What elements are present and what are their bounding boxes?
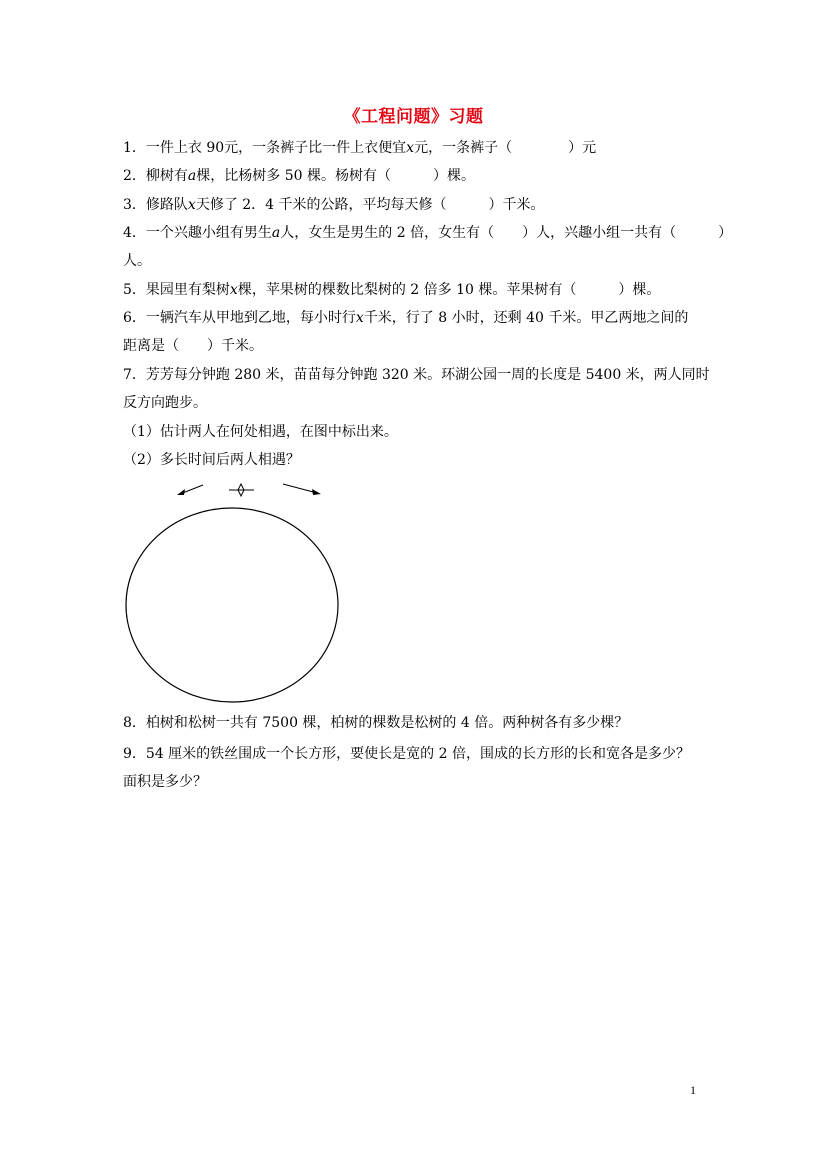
question-4-text-end: 人，女生是男生的 2 倍，女生有（ ）人，兴趣小组一共有（ ）	[280, 225, 733, 241]
question-6-text-start: 6．一辆汽车从甲地到乙地，每小时行	[123, 310, 356, 326]
question-9: 9．54 厘米的铁丝围成一个长方形，要使长是宽的 2 倍，围成的长方形的长和宽各是多少？	[123, 746, 690, 762]
question-7: 7．芳芳每分钟跑 280 米，苗苗每分钟跑 320 米。环湖公园一周的长度是 5400 米，两人同时	[123, 367, 710, 383]
question-5	[123, 281, 660, 299]
question-1	[123, 139, 596, 157]
left-arrow-icon	[177, 485, 203, 495]
question-4-continued: 人。	[123, 253, 151, 269]
question-2-text-end: 棵，比杨树多 50 棵。杨树有（ ）棵。	[196, 168, 475, 184]
page-number: 1	[690, 1083, 696, 1097]
right-arrow-icon	[283, 484, 321, 495]
question-1-text-start: 1．一件上衣 90元，一条裤子比一件上衣便宜	[123, 140, 407, 156]
question-8: 8．柏树和松树一共有 7500 棵，柏树的棵数是松树的 4 倍。两种树各有多少棵？	[123, 715, 629, 731]
variable-a: a	[271, 225, 281, 241]
lake-circuit-figure	[120, 478, 350, 708]
question-4	[123, 224, 732, 242]
lake-track-ellipse	[126, 508, 338, 702]
variable-a: a	[187, 168, 197, 184]
variable-x: x	[187, 197, 196, 213]
question-3-text-start: 3．修路队	[123, 197, 188, 213]
question-7-part-2: （2）多长时间后两人相遇？	[123, 452, 300, 468]
question-3	[123, 196, 545, 214]
variable-x: x	[229, 282, 238, 298]
question-6-continued: 距离是（ ）千米。	[123, 338, 263, 354]
question-3-text-end: 天修了 2．4 千米的公路，平均每天修（ ）千米。	[195, 197, 545, 213]
question-2	[123, 167, 475, 185]
question-2-text-start: 2．柳树有	[123, 168, 188, 184]
worksheet-title: 《工程问题》习题	[343, 107, 484, 127]
question-9-continued: 面积是多少？	[123, 774, 207, 790]
start-point-marker	[229, 484, 254, 496]
question-6	[123, 309, 688, 327]
question-5-text-start: 5．果园里有梨树	[123, 282, 230, 298]
variable-x: x	[406, 140, 415, 156]
question-7-continued: 反方向跑步。	[123, 395, 207, 411]
question-1-text-end: 元，一条裤子（ ）元	[414, 140, 597, 156]
variable-x: x	[355, 310, 364, 326]
question-4-text-start: 4．一个兴趣小组有男生	[123, 225, 272, 241]
question-6-text-end: 千米，行了 8 小时，还剩 40 千米。甲乙两地之间的	[363, 310, 689, 326]
question-7-part-1: （1）估计两人在何处相遇，在图中标出来。	[123, 424, 398, 440]
question-5-text-end: 棵，苹果树的棵数比梨树的 2 倍多 10 棵。苹果树有（ ）棵。	[237, 282, 661, 298]
